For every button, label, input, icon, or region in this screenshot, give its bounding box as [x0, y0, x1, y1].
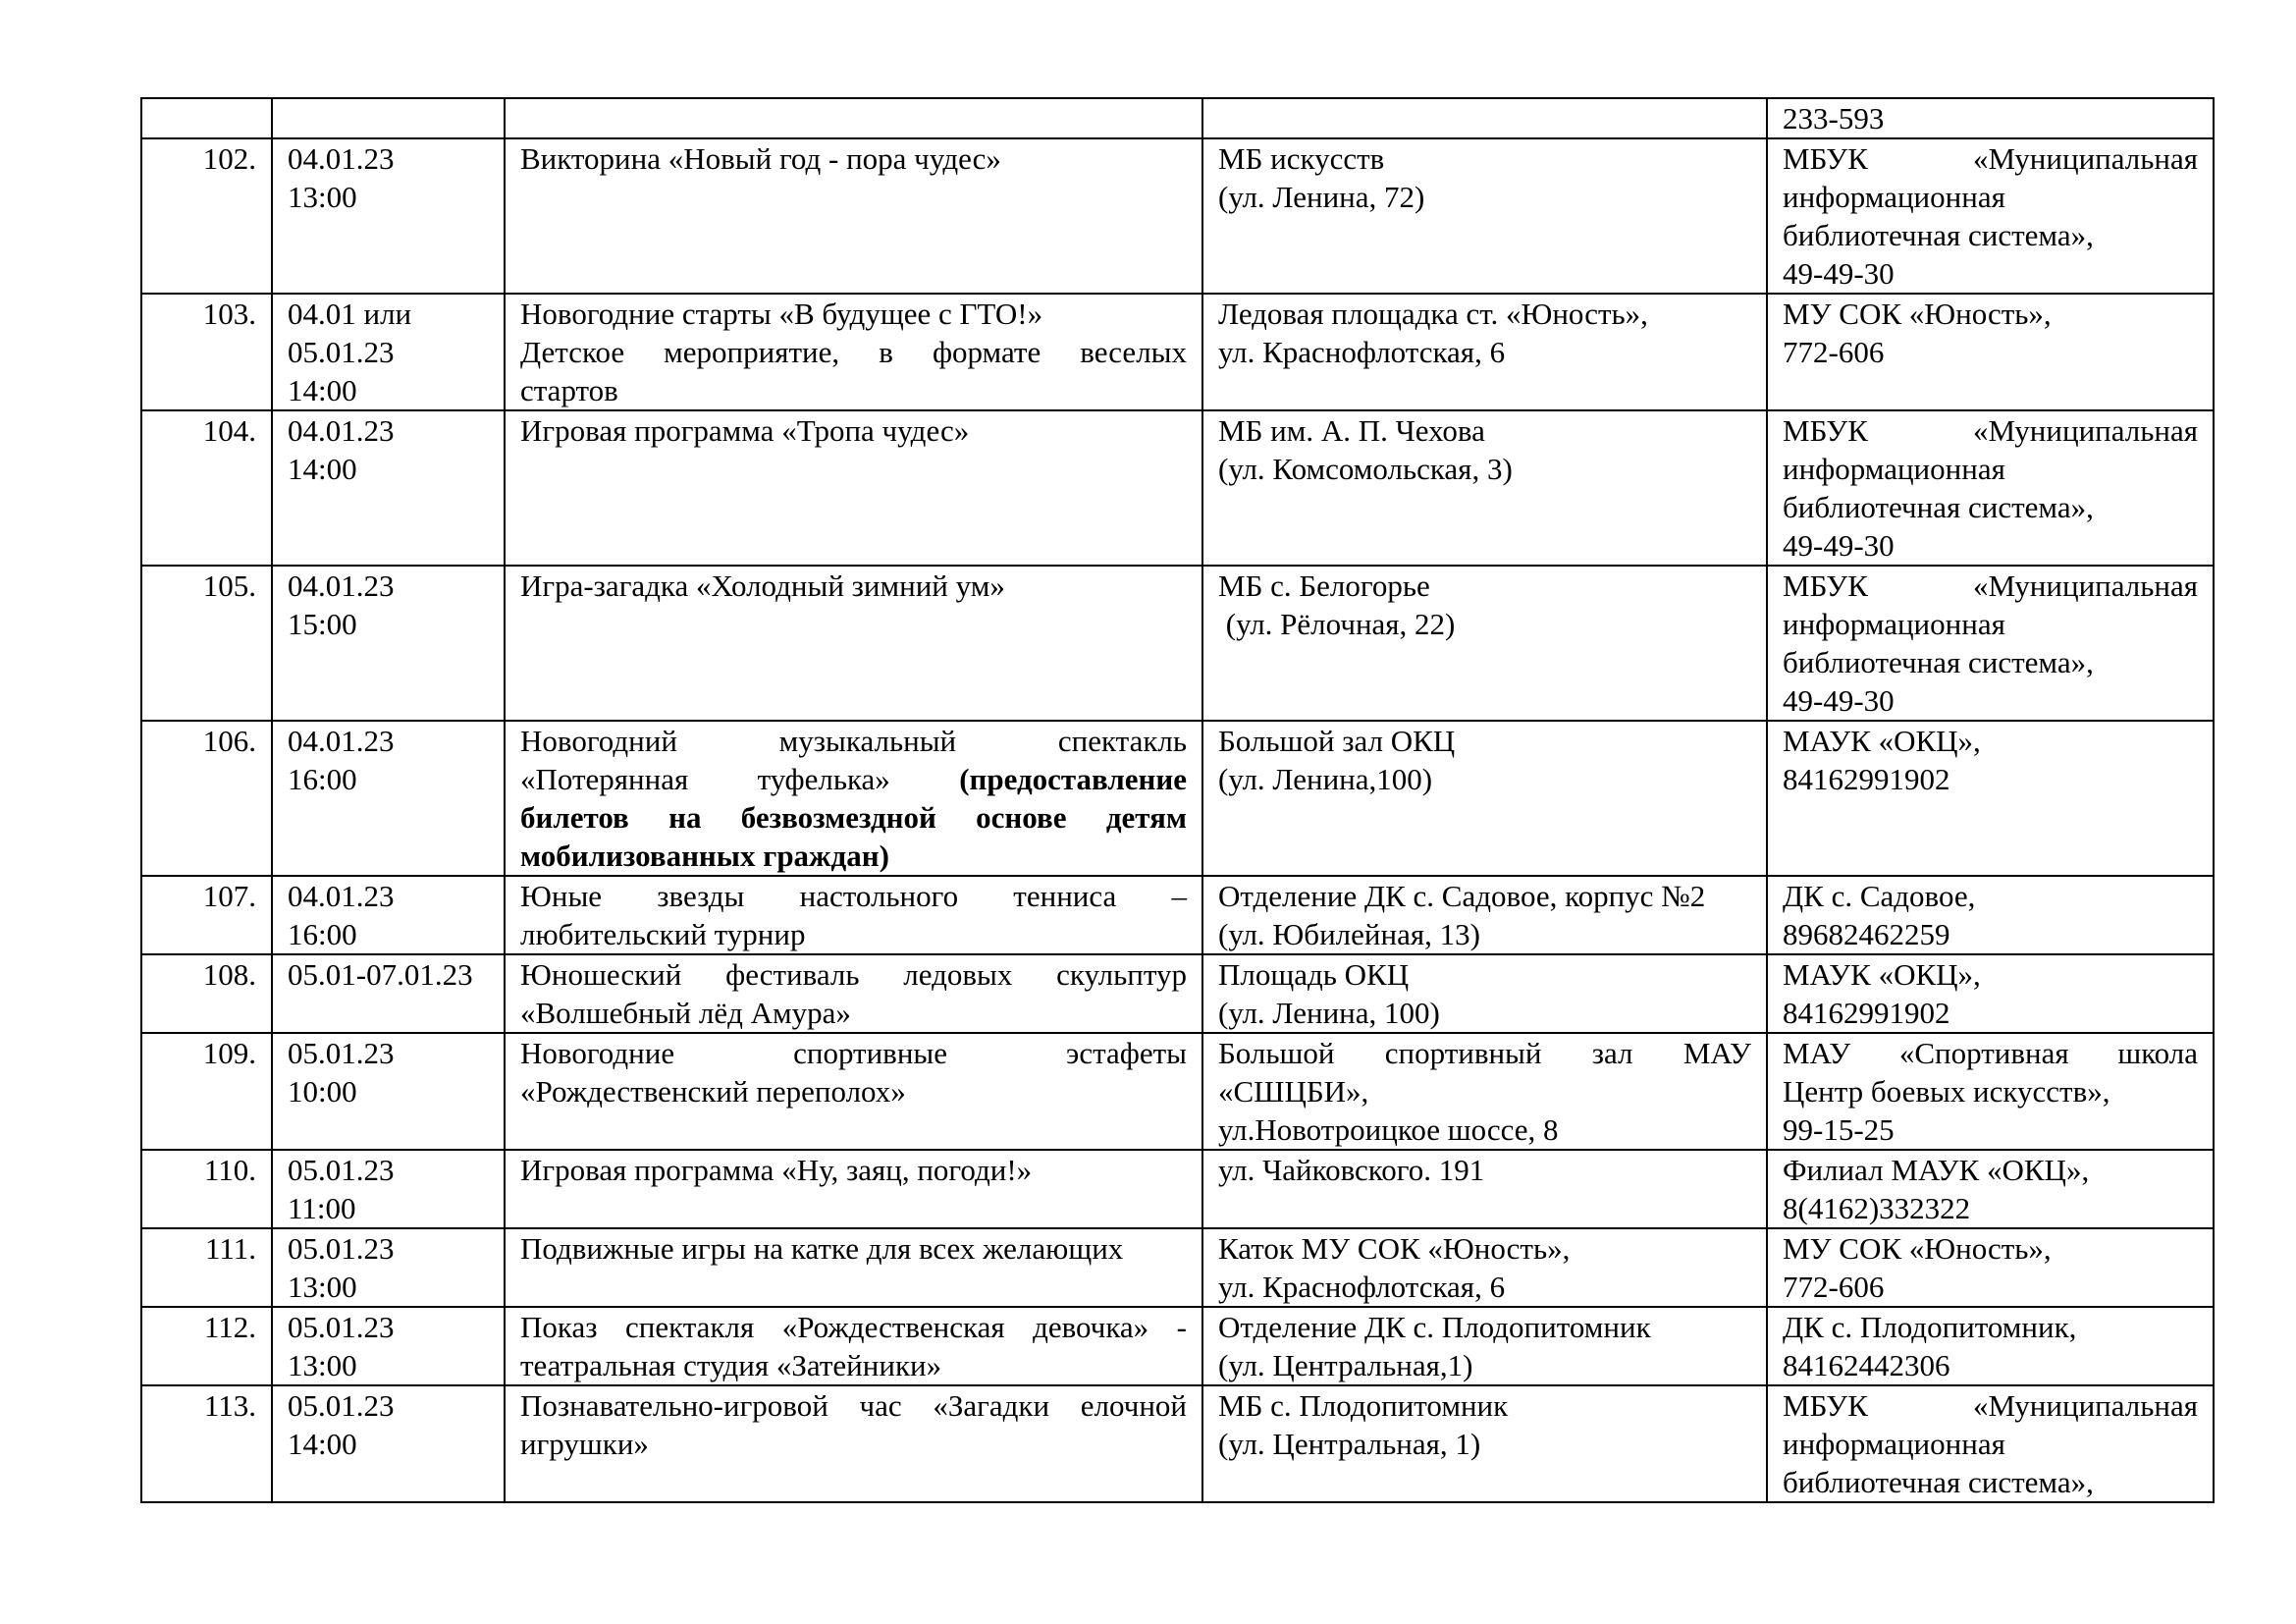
event-line: Викторина «Новый год - пора чудес»: [520, 141, 1001, 176]
row-number: 103.: [141, 294, 272, 410]
table-row: [141, 1385, 2214, 1502]
organizer-cell: [1767, 410, 2214, 566]
table-row: [141, 1307, 2214, 1385]
date-line: 05.01.23: [288, 1153, 395, 1187]
organizer-line: библиотечная система»,: [1783, 1465, 2094, 1499]
place-line: Каток МУ СОК «Юность»,: [1218, 1231, 1571, 1266]
organizer-cell: [1767, 294, 2214, 410]
event-cell: [505, 410, 1202, 566]
place-line: Площадь ОКЦ: [1218, 957, 1410, 992]
place-cell: [1202, 1150, 1767, 1228]
row-number: [141, 98, 272, 138]
date-line: 16:00: [288, 762, 357, 796]
date-line: 04.01.23: [288, 724, 395, 758]
organizer-line: 49-49-30: [1783, 256, 1895, 291]
organizer-line: информационная: [1783, 452, 2005, 486]
place-line: МБ с. Белогорье: [1218, 568, 1430, 603]
place-line: (ул. Комсомольская, 3): [1218, 452, 1513, 486]
organizer-line: 49-49-30: [1783, 683, 1895, 718]
organizer-cell: [1767, 954, 2214, 1033]
organizer-cell: [1767, 1228, 2214, 1307]
date-line: 04.01.23: [288, 413, 395, 448]
place-line: «СШЦБИ»,: [1218, 1074, 1369, 1109]
organizer-line: МУ СОК «Юность»,: [1783, 297, 2052, 331]
date-line: 15:00: [288, 607, 357, 641]
place-cell: [1202, 294, 1767, 410]
events-table-body: [141, 98, 2214, 1502]
row-number: 112.: [141, 1307, 272, 1385]
date-line: 04.01.23: [288, 568, 395, 603]
date-cell: [272, 138, 505, 294]
table-row: [141, 410, 2214, 566]
event-line: Новогодние старты «В будущее с ГТО!»: [520, 297, 1043, 331]
table-row: [141, 954, 2214, 1033]
organizer-line: ДК с. Плодопитомник,: [1783, 1310, 2077, 1344]
row-number: 113.: [141, 1385, 272, 1502]
event-line: Подвижные игры на катке для всех желающих: [520, 1231, 1124, 1266]
date-cell: [272, 721, 505, 876]
place-cell: [1202, 721, 1767, 876]
date-line: 14:00: [288, 452, 357, 486]
organizer-line: 89682462259: [1783, 917, 1950, 951]
event-line: игрушки»: [520, 1427, 649, 1461]
event-cell: [505, 1385, 1202, 1502]
date-line: 05.01-07.01.23: [288, 957, 473, 992]
organizer-line: 84162991902: [1783, 762, 1950, 796]
organizer-line: 772-606: [1783, 335, 1885, 369]
place-cell: [1202, 98, 1767, 138]
organizer-line: МБУК «Муниципальная: [1783, 413, 2198, 448]
place-line: Отделение ДК с. Садовое, корпус №2: [1218, 879, 1706, 913]
organizer-line: библиотечная система»,: [1783, 218, 2094, 252]
organizer-line: МУ СОК «Юность»,: [1783, 1231, 2052, 1266]
organizer-line: библиотечная система»,: [1783, 645, 2094, 679]
event-cell: [505, 1307, 1202, 1385]
row-number: 102.: [141, 138, 272, 294]
row-number: 105.: [141, 566, 272, 721]
event-cell: [505, 721, 1202, 876]
place-line: (ул. Юбилейная, 13): [1218, 917, 1480, 951]
organizer-cell: [1767, 1385, 2214, 1502]
organizer-line: 84162991902: [1783, 996, 1950, 1030]
organizer-line: 84162442306: [1783, 1348, 1950, 1382]
event-line: «Рождественский переполох»: [520, 1074, 906, 1109]
event-line: Юношеский фестиваль ледовых скульптур: [520, 957, 1187, 992]
date-cell: [272, 98, 505, 138]
date-cell: [272, 1307, 505, 1385]
table-row: [141, 721, 2214, 876]
table-row: [141, 138, 2214, 294]
organizer-line: МБУК «Муниципальная: [1783, 1388, 2198, 1423]
table-row: [141, 876, 2214, 954]
event-cell: [505, 566, 1202, 721]
place-line: ул. Чайковского. 191: [1218, 1153, 1485, 1187]
organizer-line: 772-606: [1783, 1270, 1885, 1304]
row-number: 111.: [141, 1228, 272, 1307]
organizer-line: МАУК «ОКЦ»,: [1783, 724, 1981, 758]
organizer-cell: [1767, 1307, 2214, 1385]
organizer-cell: [1767, 138, 2214, 294]
event-line: стартов: [520, 373, 618, 407]
organizer-line: 49-49-30: [1783, 528, 1895, 563]
event-line: «Волшебный лёд Амура»: [520, 996, 851, 1030]
place-line: (ул. Ленина, 72): [1218, 180, 1425, 214]
date-cell: [272, 410, 505, 566]
date-cell: [272, 294, 505, 410]
event-line: Показ спектакля «Рождественская девочка» -: [520, 1310, 1187, 1344]
place-cell: [1202, 566, 1767, 721]
date-line: 04.01.23: [288, 141, 395, 176]
place-line: МБ им. А. П. Чехова: [1218, 413, 1485, 448]
date-line: 05.01.23: [288, 335, 395, 369]
place-cell: [1202, 138, 1767, 294]
place-line: (ул. Рёлочная, 22): [1218, 607, 1456, 641]
event-cell: [505, 954, 1202, 1033]
organizer-line: информационная: [1783, 607, 2005, 641]
organizer-cell: [1767, 1150, 2214, 1228]
date-line: 04.01.23: [288, 879, 395, 913]
place-line: (ул. Ленина,100): [1218, 762, 1433, 796]
organizer-cell: [1767, 721, 2214, 876]
event-line: любительский турнир: [520, 917, 806, 951]
place-line: (ул. Центральная,1): [1218, 1348, 1473, 1382]
place-line: Отделение ДК с. Плодопитомник: [1218, 1310, 1651, 1344]
place-line: ул. Краснофлотская, 6: [1218, 1270, 1506, 1304]
organizer-line: МБУК «Муниципальная: [1783, 141, 2198, 176]
table-row: [141, 566, 2214, 721]
event-note-bold: (предоставление: [959, 762, 1187, 796]
date-line: 05.01.23: [288, 1388, 395, 1423]
organizer-cell: [1767, 566, 2214, 721]
date-cell: [272, 566, 505, 721]
place-line: Большой зал ОКЦ: [1218, 724, 1456, 758]
date-line: 05.01.23: [288, 1231, 395, 1266]
date-line: 11:00: [288, 1191, 356, 1225]
date-line: 13:00: [288, 180, 357, 214]
event-cell: [505, 98, 1202, 138]
place-cell: [1202, 1033, 1767, 1150]
date-line: 04.01 или: [288, 297, 412, 331]
organizer-line: 8(4162)332322: [1783, 1191, 1971, 1225]
event-line: Игровая программа «Ну, заяц, погоди!»: [520, 1153, 1033, 1187]
date-line: 13:00: [288, 1270, 357, 1304]
organizer-cell: [1767, 876, 2214, 954]
place-line: (ул. Центральная, 1): [1218, 1427, 1481, 1461]
place-cell: [1202, 1228, 1767, 1307]
row-number: 110.: [141, 1150, 272, 1228]
table-row: [141, 294, 2214, 410]
place-cell: [1202, 410, 1767, 566]
date-line: 14:00: [288, 373, 357, 407]
organizer-line: 233-593: [1783, 101, 1885, 135]
table-row: [141, 1033, 2214, 1150]
date-line: 05.01.23: [288, 1310, 395, 1344]
place-line: МБ искусств: [1218, 141, 1385, 176]
event-cell: [505, 1150, 1202, 1228]
organizer-cell: [1767, 1033, 2214, 1150]
place-cell: [1202, 1307, 1767, 1385]
date-line: 14:00: [288, 1427, 357, 1461]
row-number: 106.: [141, 721, 272, 876]
event-line: Детское мероприятие, в формате веселых: [520, 335, 1187, 369]
event-line: «Потерянная туфелька» (предоставление: [520, 762, 1187, 796]
date-line: 05.01.23: [288, 1036, 395, 1070]
row-number: 107.: [141, 876, 272, 954]
date-cell: [272, 1228, 505, 1307]
event-cell: [505, 138, 1202, 294]
event-line: мобилизованных граждан): [520, 839, 889, 873]
row-number: 108.: [141, 954, 272, 1033]
row-number: 104.: [141, 410, 272, 566]
event-cell: [505, 1228, 1202, 1307]
event-cell: [505, 876, 1202, 954]
date-line: 16:00: [288, 917, 357, 951]
date-line: 10:00: [288, 1074, 357, 1109]
organizer-cell: [1767, 98, 2214, 138]
place-line: МБ с. Плодопитомник: [1218, 1388, 1509, 1423]
table-row: [141, 1228, 2214, 1307]
place-line: ул.Новотроицкое шоссе, 8: [1218, 1112, 1559, 1147]
date-cell: [272, 1385, 505, 1502]
place-cell: [1202, 954, 1767, 1033]
organizer-line: библиотечная система»,: [1783, 490, 2094, 524]
date-cell: [272, 954, 505, 1033]
date-cell: [272, 1150, 505, 1228]
event-line: Новогодние спортивные эстафеты: [520, 1036, 1187, 1070]
event-cell: [505, 294, 1202, 410]
event-line: Новогодний музыкальный спектакль: [520, 724, 1187, 758]
place-cell: [1202, 876, 1767, 954]
place-line: (ул. Ленина, 100): [1218, 996, 1440, 1030]
event-cell: [505, 1033, 1202, 1150]
organizer-line: Филиал МАУК «ОКЦ»,: [1783, 1153, 2090, 1187]
events-table: [140, 97, 2215, 1503]
table-row: [141, 98, 2214, 138]
date-cell: [272, 1033, 505, 1150]
date-line: 13:00: [288, 1348, 357, 1382]
place-line: Ледовая площадка ст. «Юность»,: [1218, 297, 1648, 331]
row-number: 109.: [141, 1033, 272, 1150]
organizer-line: Центр боевых искусств»,: [1783, 1074, 2110, 1109]
organizer-line: ДК с. Садовое,: [1783, 879, 1976, 913]
event-line: Юные звезды настольного тенниса –: [520, 879, 1187, 913]
organizer-line: МАУК «ОКЦ»,: [1783, 957, 1981, 992]
event-line: Познавательно-игровой час «Загадки елочной: [520, 1388, 1187, 1423]
organizer-line: МБУК «Муниципальная: [1783, 568, 2198, 603]
place-line: Большой спортивный зал МАУ: [1218, 1036, 1751, 1070]
event-line: Игровая программа «Тропа чудес»: [520, 413, 970, 448]
event-line: Игра-загадка «Холодный зимний ум»: [520, 568, 1005, 603]
place-line: ул. Краснофлотская, 6: [1218, 335, 1506, 369]
organizer-line: 99-15-25: [1783, 1112, 1895, 1147]
event-line: театральная студия «Затейники»: [520, 1348, 942, 1382]
organizer-line: МАУ «Спортивная школа: [1783, 1036, 2198, 1070]
event-line: билетов на безвозмездной основе детям: [520, 800, 1187, 835]
organizer-line: информационная: [1783, 180, 2005, 214]
organizer-line: информационная: [1783, 1427, 2005, 1461]
table-row: [141, 1150, 2214, 1228]
date-cell: [272, 876, 505, 954]
place-cell: [1202, 1385, 1767, 1502]
